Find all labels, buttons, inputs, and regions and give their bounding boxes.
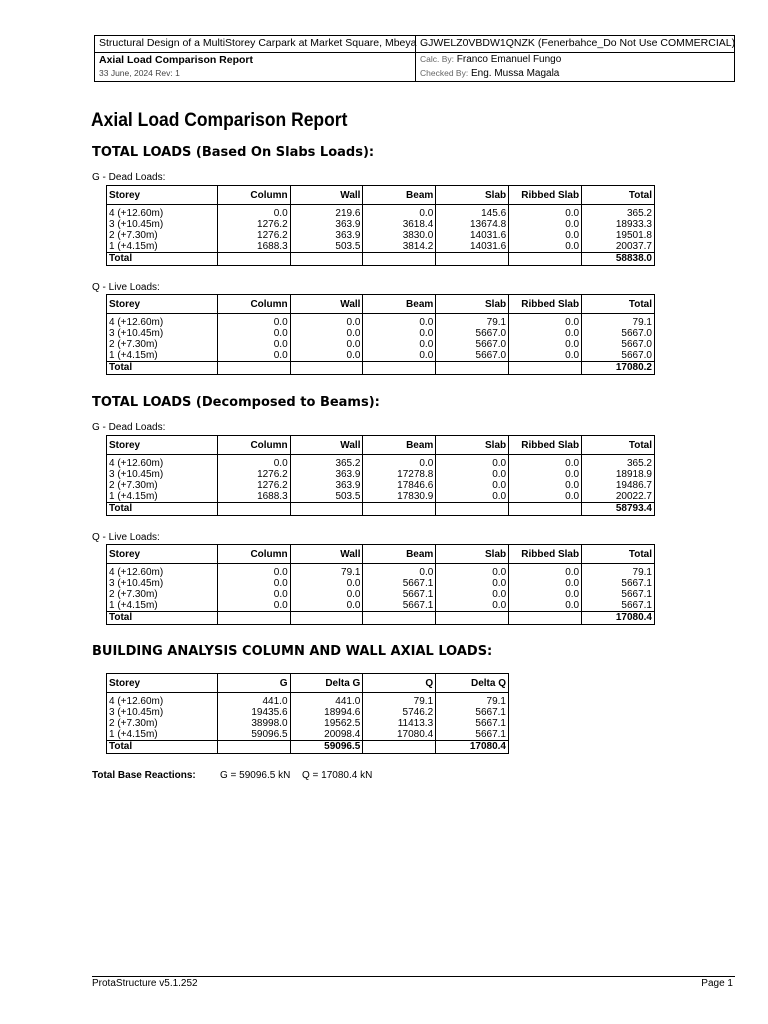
- project-title: Structural Design of a MultiStorey Carpark at Market Square, Mbeya: [99, 37, 417, 49]
- value-cell: 0.0: [217, 578, 290, 589]
- value-cell: 0.0: [509, 205, 582, 220]
- header-row: [107, 295, 655, 314]
- value-cell: 20098.4: [290, 729, 363, 741]
- value-cell: 5667.0: [582, 339, 655, 350]
- value-cell: 5667.0: [436, 350, 509, 362]
- column-header: Total: [582, 295, 655, 314]
- storey-cell: 3 (+10.45m): [107, 578, 218, 589]
- total-cell: [509, 612, 582, 625]
- value-cell: 5667.1: [436, 707, 509, 718]
- value-cell: 0.0: [436, 469, 509, 480]
- column-header: Beam: [363, 545, 436, 564]
- column-header: G: [217, 674, 290, 693]
- value-cell: 17278.8: [363, 469, 436, 480]
- storey-cell: 2 (+7.30m): [107, 230, 218, 241]
- column-header: Beam: [363, 436, 436, 455]
- value-cell: 0.0: [217, 589, 290, 600]
- total-cell: [436, 253, 509, 266]
- base-reaction-q: Q = 17080.4 kN: [302, 770, 373, 781]
- value-cell: 0.0: [509, 328, 582, 339]
- value-cell: 59096.5: [217, 729, 290, 741]
- value-cell: 0.0: [509, 314, 582, 329]
- column-header: Beam: [363, 186, 436, 205]
- header-row: [107, 674, 509, 693]
- value-cell: 0.0: [436, 564, 509, 579]
- value-cell: 0.0: [509, 578, 582, 589]
- table-row: [107, 480, 655, 491]
- total-cell: [509, 503, 582, 516]
- value-cell: 5667.1: [363, 578, 436, 589]
- table-row: [107, 491, 655, 503]
- checked-by: [420, 68, 559, 79]
- total-cell: [436, 503, 509, 516]
- value-cell: 0.0: [509, 241, 582, 253]
- table-row: [107, 328, 655, 339]
- storey-cell: 3 (+10.45m): [107, 328, 218, 339]
- value-cell: 17830.9: [363, 491, 436, 503]
- project-code: GJWELZ0VBDW1QNZK (Fenerbahce_Do Not Use COMMERCIAL): [420, 37, 736, 49]
- value-cell: 0.0: [509, 469, 582, 480]
- value-cell: 0.0: [509, 230, 582, 241]
- storey-cell: 4 (+12.60m): [107, 314, 218, 329]
- value-cell: 5667.1: [582, 589, 655, 600]
- beams-live-table: [106, 544, 655, 625]
- value-cell: 503.5: [290, 241, 363, 253]
- value-cell: 0.0: [217, 328, 290, 339]
- value-cell: 17846.6: [363, 480, 436, 491]
- slabs-live-label: Q - Live Loads:: [92, 282, 160, 293]
- table-row: [107, 219, 655, 230]
- value-cell: 19562.5: [290, 718, 363, 729]
- header-row: [107, 186, 655, 205]
- page-number: Page 1: [701, 978, 733, 989]
- value-cell: 1276.2: [217, 469, 290, 480]
- value-cell: 0.0: [290, 339, 363, 350]
- storey-cell: 4 (+12.60m): [107, 693, 218, 708]
- total-cell: [509, 253, 582, 266]
- value-cell: 363.9: [290, 219, 363, 230]
- value-cell: 0.0: [290, 314, 363, 329]
- column-header: Storey: [107, 295, 218, 314]
- value-cell: 0.0: [363, 564, 436, 579]
- header-divider: [95, 52, 734, 53]
- column-header: Ribbed Slab: [509, 186, 582, 205]
- column-header: Delta Q: [436, 674, 509, 693]
- value-cell: 5667.1: [436, 729, 509, 741]
- value-cell: 0.0: [217, 205, 290, 220]
- storey-cell: 1 (+4.15m): [107, 600, 218, 612]
- value-cell: 0.0: [363, 339, 436, 350]
- value-cell: 5667.1: [363, 600, 436, 612]
- value-cell: 1276.2: [217, 480, 290, 491]
- storey-cell: 1 (+4.15m): [107, 241, 218, 253]
- column-header: Column: [217, 295, 290, 314]
- table-row: [107, 455, 655, 470]
- value-cell: 5667.0: [436, 328, 509, 339]
- storey-cell: 4 (+12.60m): [107, 455, 218, 470]
- total-row: [107, 362, 655, 375]
- value-cell: 0.0: [363, 205, 436, 220]
- value-cell: 79.1: [582, 314, 655, 329]
- value-cell: 38998.0: [217, 718, 290, 729]
- column-header: Total: [582, 545, 655, 564]
- total-cell: [436, 612, 509, 625]
- column-header: Ribbed Slab: [509, 436, 582, 455]
- column-header: Slab: [436, 545, 509, 564]
- value-cell: 79.1: [436, 314, 509, 329]
- total-label: Total: [107, 741, 218, 754]
- value-cell: 0.0: [290, 578, 363, 589]
- value-cell: 0.0: [363, 314, 436, 329]
- total-cell: [509, 362, 582, 375]
- total-cell: [363, 741, 436, 754]
- total-cell: [217, 253, 290, 266]
- column-header: Wall: [290, 295, 363, 314]
- value-cell: 19435.6: [217, 707, 290, 718]
- storey-cell: 1 (+4.15m): [107, 350, 218, 362]
- storey-cell: 1 (+4.15m): [107, 491, 218, 503]
- value-cell: 17080.4: [363, 729, 436, 741]
- section-heading-analysis: BUILDING ANALYSIS COLUMN AND WALL AXIAL LOADS:: [92, 644, 493, 659]
- storey-cell: 2 (+7.30m): [107, 589, 218, 600]
- table-row: [107, 339, 655, 350]
- storey-cell: 4 (+12.60m): [107, 564, 218, 579]
- table-row: [107, 350, 655, 362]
- value-cell: 0.0: [436, 480, 509, 491]
- header-row: [107, 436, 655, 455]
- value-cell: 0.0: [509, 564, 582, 579]
- analysis-table: [106, 673, 509, 754]
- column-header: Delta G: [290, 674, 363, 693]
- total-cell: [217, 362, 290, 375]
- value-cell: 0.0: [217, 350, 290, 362]
- column-header: Slab: [436, 186, 509, 205]
- report-date: 33 June, 2024 Rev: 1: [99, 68, 180, 78]
- section-heading-slabs: TOTAL LOADS (Based On Slabs Loads):: [92, 145, 375, 160]
- slabs-dead-label: G - Dead Loads:: [92, 172, 166, 183]
- total-cell: 17080.4: [436, 741, 509, 754]
- total-label: Total: [107, 362, 218, 375]
- value-cell: 1276.2: [217, 230, 290, 241]
- column-header: Beam: [363, 295, 436, 314]
- total-cell: [290, 362, 363, 375]
- slabs-dead-table: [106, 185, 655, 266]
- value-cell: 79.1: [436, 693, 509, 708]
- base-reactions-label: Total Base Reactions:: [92, 770, 196, 781]
- value-cell: 5667.0: [582, 350, 655, 362]
- value-cell: 0.0: [290, 600, 363, 612]
- value-cell: 0.0: [436, 491, 509, 503]
- value-cell: 1688.3: [217, 241, 290, 253]
- value-cell: 0.0: [436, 578, 509, 589]
- total-cell: [363, 362, 436, 375]
- value-cell: 79.1: [363, 693, 436, 708]
- value-cell: 365.2: [290, 455, 363, 470]
- table-row: [107, 589, 655, 600]
- calc-by-name: Franco Emanuel Fungo: [456, 54, 562, 65]
- value-cell: 5667.0: [582, 328, 655, 339]
- total-cell: [363, 503, 436, 516]
- value-cell: 20037.7: [582, 241, 655, 253]
- column-header: Ribbed Slab: [509, 545, 582, 564]
- column-header: Slab: [436, 436, 509, 455]
- value-cell: 0.0: [509, 219, 582, 230]
- column-header: Wall: [290, 545, 363, 564]
- header-row: [107, 545, 655, 564]
- total-row: [107, 503, 655, 516]
- value-cell: 0.0: [290, 589, 363, 600]
- calc-by-label: Calc. By:: [420, 54, 455, 64]
- value-cell: 365.2: [582, 455, 655, 470]
- table-row: [107, 314, 655, 329]
- total-cell: [363, 612, 436, 625]
- storey-cell: 4 (+12.60m): [107, 205, 218, 220]
- value-cell: 0.0: [509, 589, 582, 600]
- total-cell: [217, 612, 290, 625]
- column-header: Wall: [290, 436, 363, 455]
- total-cell: 17080.4: [582, 612, 655, 625]
- value-cell: 0.0: [436, 600, 509, 612]
- value-cell: 0.0: [217, 564, 290, 579]
- value-cell: 3814.2: [363, 241, 436, 253]
- total-label: Total: [107, 503, 218, 516]
- base-reaction-g: G = 59096.5 kN: [220, 770, 291, 781]
- total-label: Total: [107, 253, 218, 266]
- value-cell: 0.0: [217, 314, 290, 329]
- table-row: [107, 693, 509, 708]
- value-cell: 18918.9: [582, 469, 655, 480]
- total-cell: 59096.5: [290, 741, 363, 754]
- value-cell: 0.0: [509, 455, 582, 470]
- value-cell: 441.0: [290, 693, 363, 708]
- value-cell: 14031.6: [436, 230, 509, 241]
- footer-divider: [92, 976, 735, 977]
- slabs-live-table: [106, 294, 655, 375]
- section-heading-beams: TOTAL LOADS (Decomposed to Beams):: [92, 395, 380, 410]
- value-cell: 0.0: [217, 600, 290, 612]
- value-cell: 219.6: [290, 205, 363, 220]
- page-title: Axial Load Comparison Report: [91, 110, 348, 131]
- value-cell: 363.9: [290, 480, 363, 491]
- column-header: Total: [582, 436, 655, 455]
- total-label: Total: [107, 612, 218, 625]
- value-cell: 5746.2: [363, 707, 436, 718]
- column-header: Wall: [290, 186, 363, 205]
- value-cell: 13674.8: [436, 219, 509, 230]
- storey-cell: 2 (+7.30m): [107, 339, 218, 350]
- beams-dead-table: [106, 435, 655, 516]
- storey-cell: 3 (+10.45m): [107, 469, 218, 480]
- table-row: [107, 469, 655, 480]
- table-row: [107, 718, 509, 729]
- column-header: Storey: [107, 545, 218, 564]
- storey-cell: 1 (+4.15m): [107, 729, 218, 741]
- total-cell: [290, 503, 363, 516]
- value-cell: 14031.6: [436, 241, 509, 253]
- value-cell: 3618.4: [363, 219, 436, 230]
- value-cell: 0.0: [509, 600, 582, 612]
- value-cell: 0.0: [509, 339, 582, 350]
- total-cell: 58838.0: [582, 253, 655, 266]
- value-cell: 0.0: [509, 491, 582, 503]
- value-cell: 503.5: [290, 491, 363, 503]
- total-row: [107, 612, 655, 625]
- value-cell: 19501.8: [582, 230, 655, 241]
- value-cell: 79.1: [290, 564, 363, 579]
- value-cell: 0.0: [217, 455, 290, 470]
- total-cell: 17080.2: [582, 362, 655, 375]
- storey-cell: 3 (+10.45m): [107, 707, 218, 718]
- storey-cell: 2 (+7.30m): [107, 480, 218, 491]
- value-cell: 145.6: [436, 205, 509, 220]
- value-cell: 5667.1: [582, 578, 655, 589]
- value-cell: 5667.1: [436, 718, 509, 729]
- total-row: [107, 741, 509, 754]
- table-row: [107, 564, 655, 579]
- value-cell: 363.9: [290, 230, 363, 241]
- value-cell: 0.0: [509, 480, 582, 491]
- value-cell: 0.0: [290, 328, 363, 339]
- column-header: Column: [217, 186, 290, 205]
- total-cell: [217, 503, 290, 516]
- value-cell: 0.0: [363, 455, 436, 470]
- storey-cell: 2 (+7.30m): [107, 718, 218, 729]
- beams-live-label: Q - Live Loads:: [92, 532, 160, 543]
- value-cell: 0.0: [363, 328, 436, 339]
- value-cell: 5667.1: [363, 589, 436, 600]
- value-cell: 5667.0: [436, 339, 509, 350]
- value-cell: 79.1: [582, 564, 655, 579]
- total-row: [107, 253, 655, 266]
- column-header: Column: [217, 436, 290, 455]
- value-cell: 0.0: [290, 350, 363, 362]
- value-cell: 441.0: [217, 693, 290, 708]
- value-cell: 19486.7: [582, 480, 655, 491]
- beams-dead-label: G - Dead Loads:: [92, 422, 166, 433]
- value-cell: 363.9: [290, 469, 363, 480]
- value-cell: 18933.3: [582, 219, 655, 230]
- column-header: Total: [582, 186, 655, 205]
- value-cell: 365.2: [582, 205, 655, 220]
- value-cell: 3830.0: [363, 230, 436, 241]
- column-header: Storey: [107, 436, 218, 455]
- table-row: [107, 205, 655, 220]
- value-cell: 0.0: [363, 350, 436, 362]
- column-header: Q: [363, 674, 436, 693]
- total-cell: [363, 253, 436, 266]
- value-cell: 11413.3: [363, 718, 436, 729]
- report-header: [94, 35, 735, 82]
- column-header: Ribbed Slab: [509, 295, 582, 314]
- report-name: Axial Load Comparison Report: [99, 54, 254, 66]
- value-cell: 0.0: [217, 339, 290, 350]
- calc-by: [420, 54, 561, 65]
- column-header: Slab: [436, 295, 509, 314]
- value-cell: 0.0: [436, 589, 509, 600]
- total-cell: 58793.4: [582, 503, 655, 516]
- value-cell: 20022.7: [582, 491, 655, 503]
- value-cell: 0.0: [436, 455, 509, 470]
- table-row: [107, 578, 655, 589]
- storey-cell: 3 (+10.45m): [107, 219, 218, 230]
- total-cell: [436, 362, 509, 375]
- table-row: [107, 230, 655, 241]
- total-cell: [217, 741, 290, 754]
- column-header: Column: [217, 545, 290, 564]
- column-header: Storey: [107, 674, 218, 693]
- total-cell: [290, 612, 363, 625]
- table-row: [107, 241, 655, 253]
- value-cell: 1688.3: [217, 491, 290, 503]
- table-row: [107, 600, 655, 612]
- value-cell: 1276.2: [217, 219, 290, 230]
- checked-by-name: Eng. Mussa Magala: [470, 68, 560, 79]
- value-cell: 18994.6: [290, 707, 363, 718]
- total-cell: [290, 253, 363, 266]
- column-header: Storey: [107, 186, 218, 205]
- checked-by-label: Checked By:: [420, 68, 469, 78]
- table-row: [107, 729, 509, 741]
- value-cell: 5667.1: [582, 600, 655, 612]
- value-cell: 0.0: [509, 350, 582, 362]
- table-row: [107, 707, 509, 718]
- software-version: ProtaStructure v5.1.252: [92, 978, 198, 989]
